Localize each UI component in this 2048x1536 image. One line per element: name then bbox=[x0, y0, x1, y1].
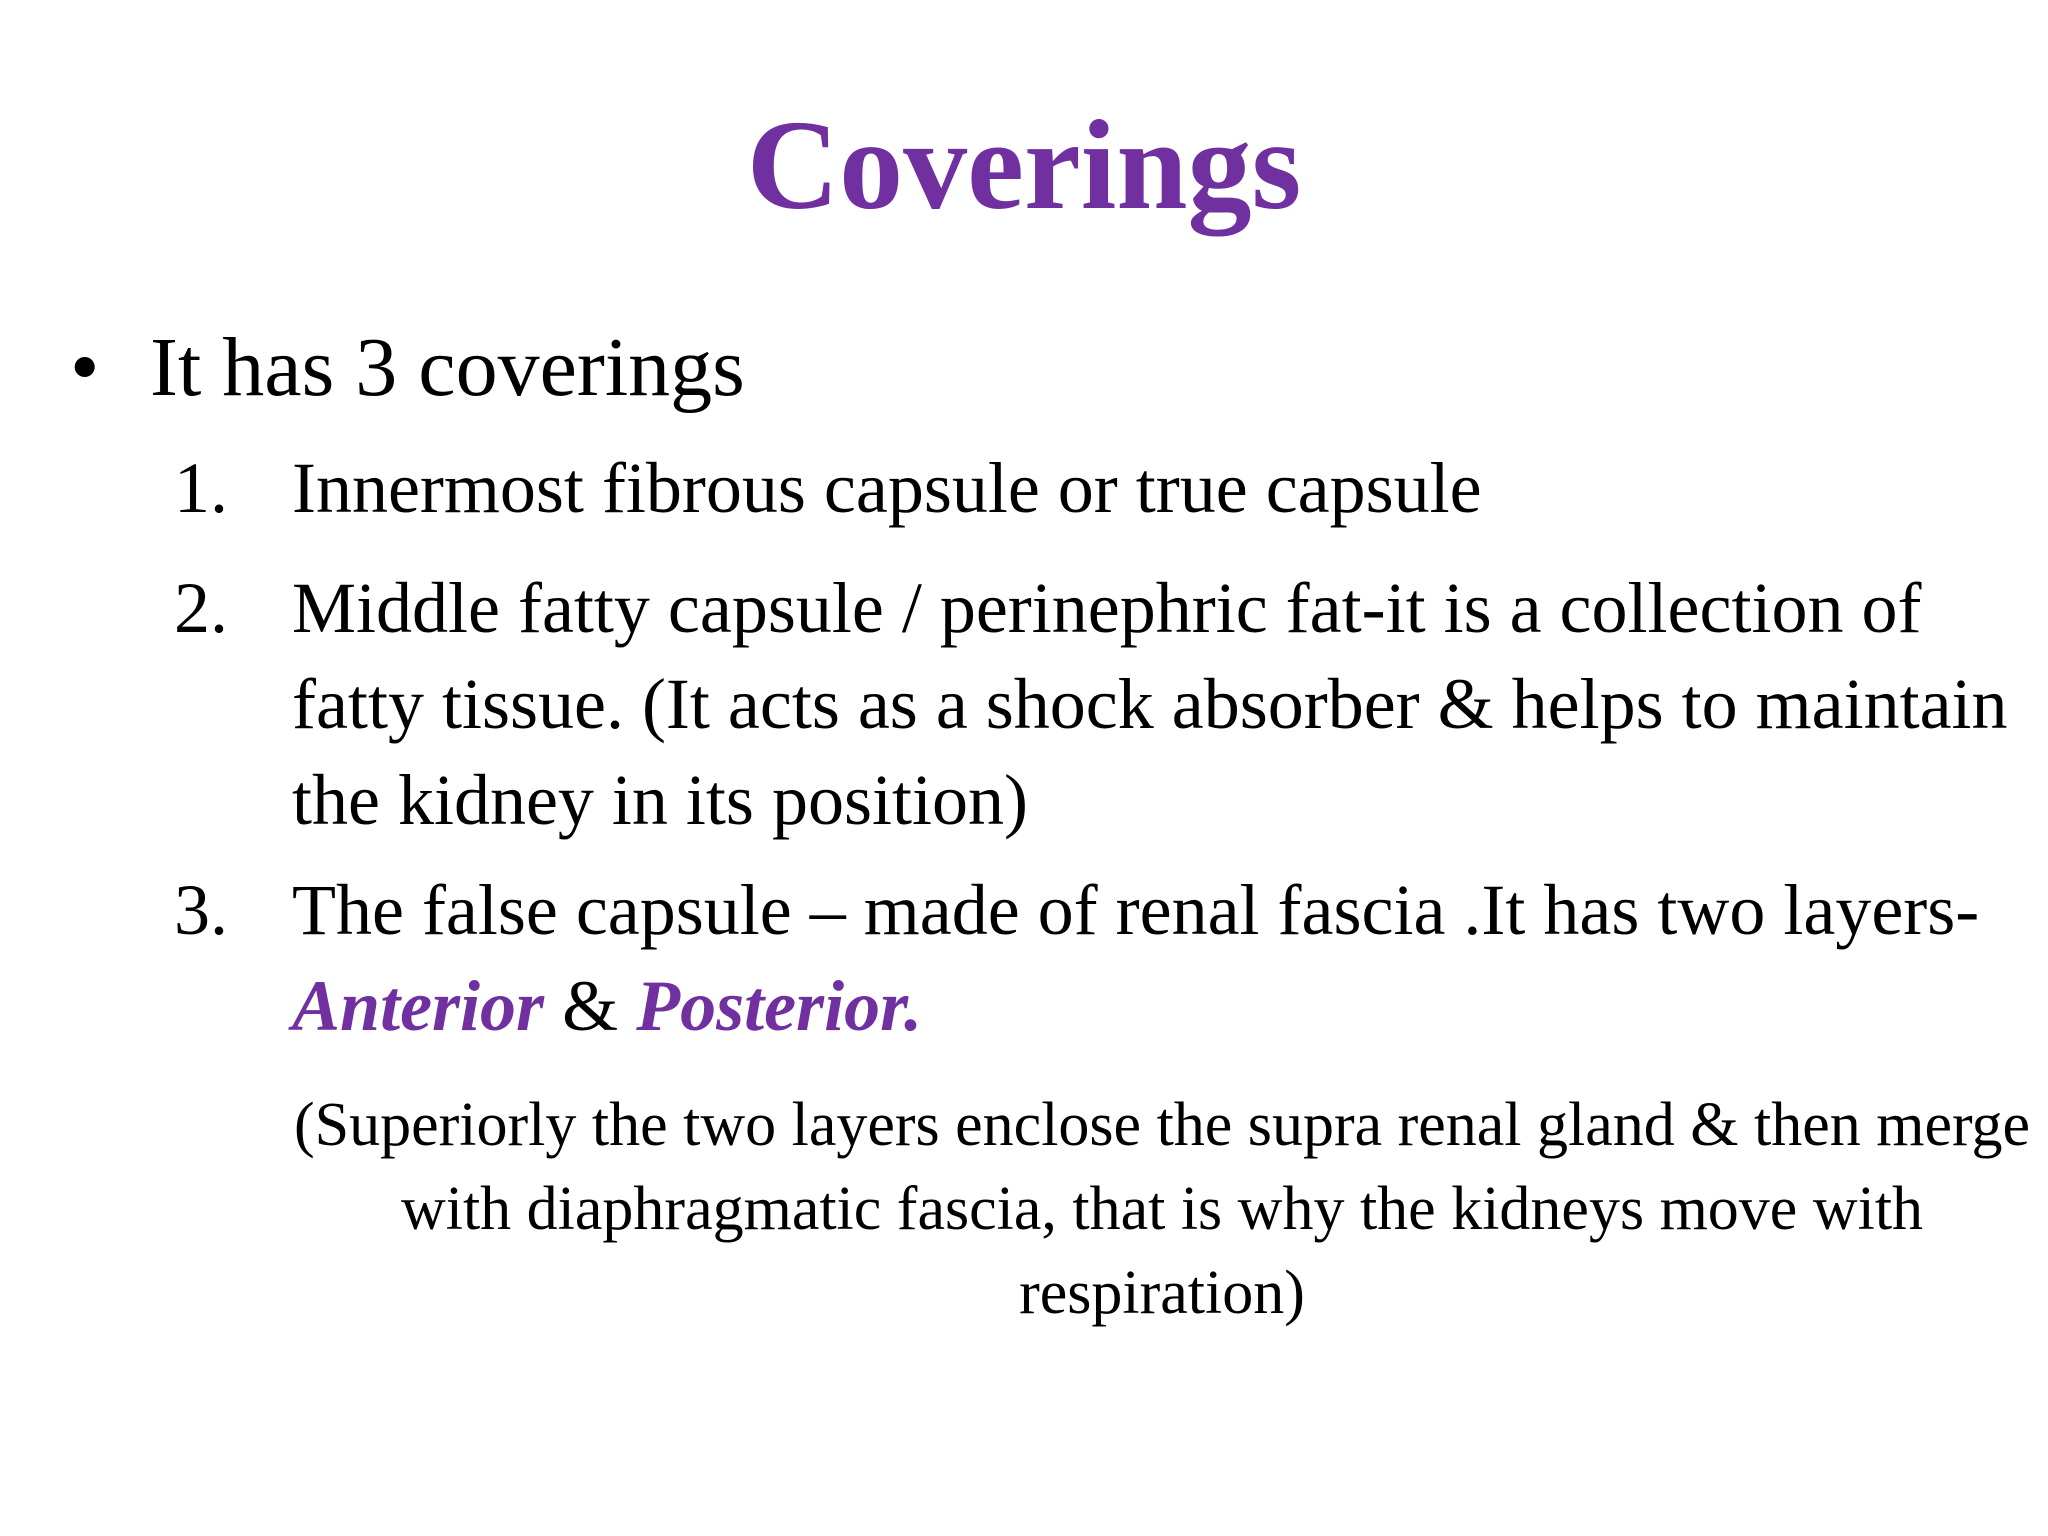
ampersand-connector: & bbox=[544, 966, 637, 1046]
list-item-1 bbox=[174, 440, 2034, 536]
list-number-3: 3. bbox=[174, 870, 228, 950]
list-number-1: 1. bbox=[174, 448, 228, 528]
list-text-3 bbox=[292, 862, 2034, 1054]
anterior-emphasis: Anterior bbox=[292, 966, 545, 1046]
bullet-icon: • bbox=[70, 321, 100, 414]
list-text-1: Innermost fibrous capsule or true capsule bbox=[292, 448, 1482, 528]
slide-title: Coverings bbox=[746, 94, 1302, 236]
footnote: (Superiorly the two layers enclose the supra renal gland & then merge with diaphragmatic fascia, that is why the kidneys move with respiration) bbox=[293, 1091, 2031, 1327]
list-item-3 bbox=[174, 862, 2034, 1054]
list-text-2: Middle fatty capsule / perinephric fat-it is a collection of fatty tissue. (It acts as a shock absorber & helps to maintain the kidney in its position) bbox=[292, 568, 2008, 840]
bullet-point bbox=[70, 318, 745, 418]
posterior-emphasis: Posterior. bbox=[636, 966, 923, 1046]
list-item-2 bbox=[174, 560, 2034, 848]
list-number-2: 2. bbox=[174, 568, 228, 648]
list-text-3-main: The false capsule – made of renal fascia .It has two layers- bbox=[292, 870, 1980, 950]
bullet-text: It has 3 coverings bbox=[150, 321, 745, 414]
